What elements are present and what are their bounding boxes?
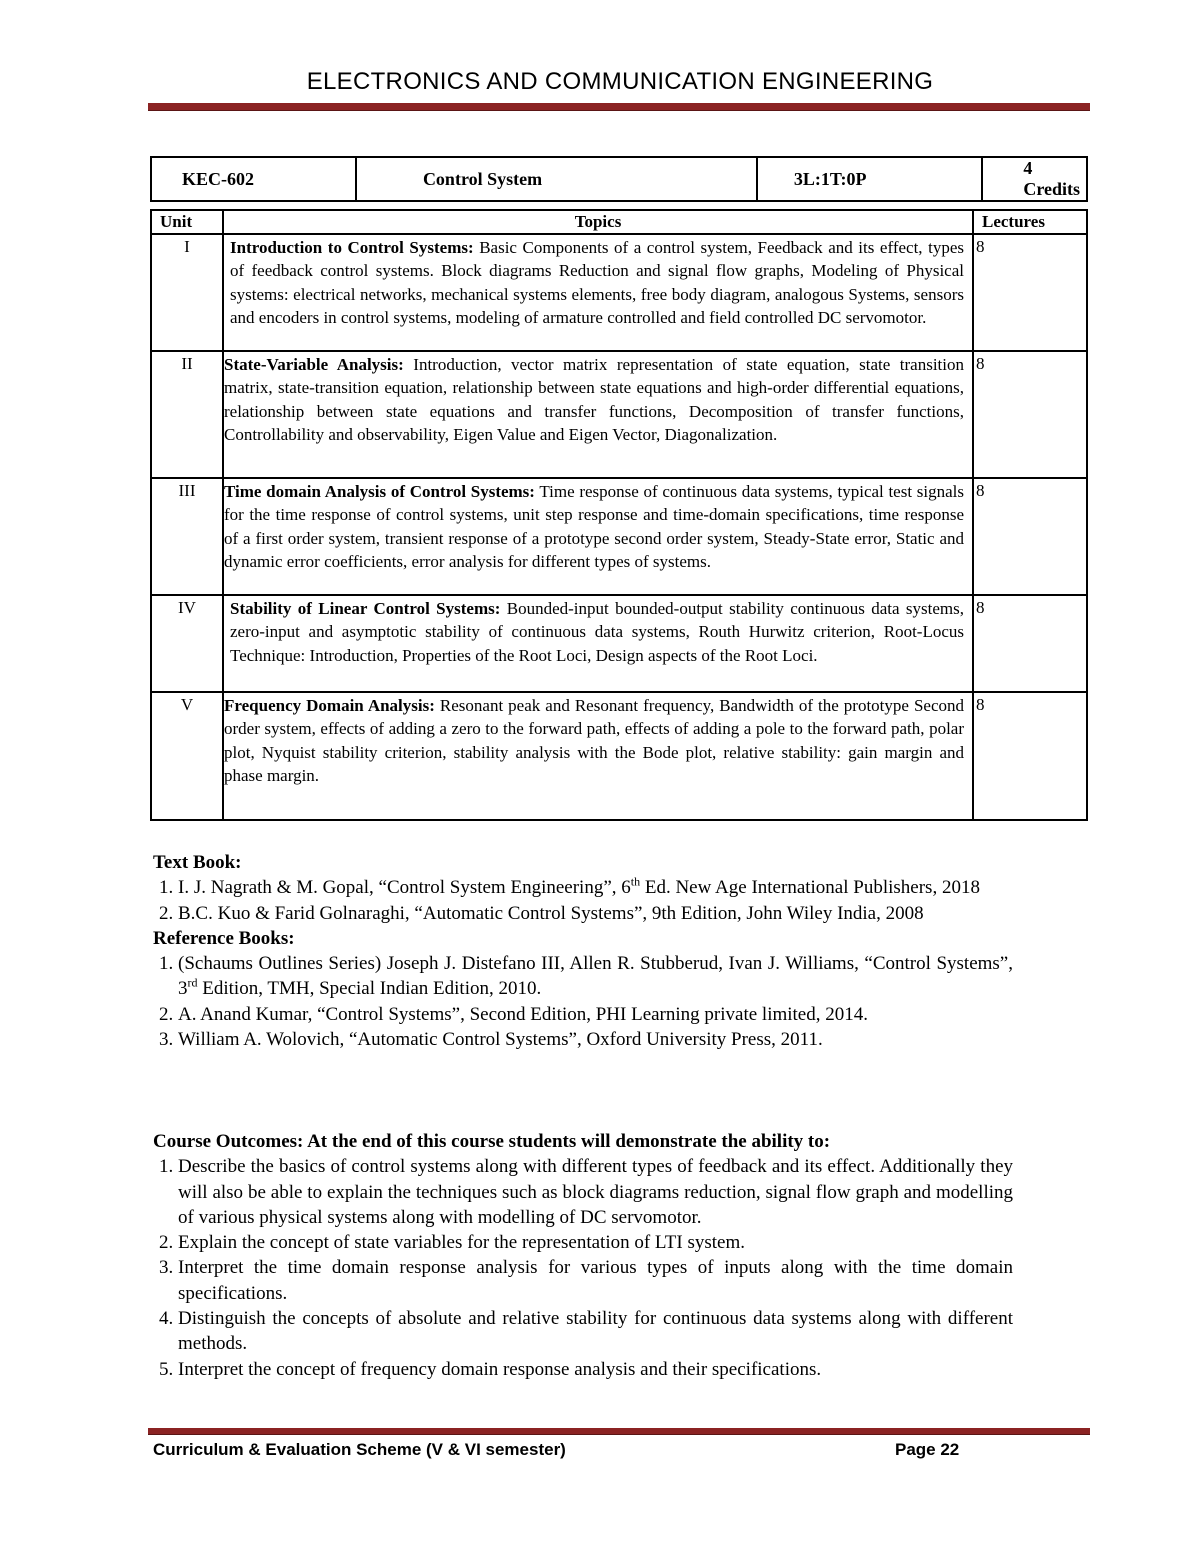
unit-lectures: 8	[973, 692, 1087, 820]
list-item: 2. Explain the concept of state variables for the representation of LTI system.	[178, 1230, 1013, 1255]
table-row	[151, 351, 1087, 478]
course-code: KEC-602	[151, 157, 356, 201]
footer-page-number: Page 22	[895, 1440, 960, 1459]
unit-title: Introduction to Control Systems:	[230, 238, 474, 257]
unit-lectures: 8	[973, 595, 1087, 692]
course-ltp: 3L:1T:0P	[757, 157, 982, 201]
unit-description: Basic Components of a control system, Feedback and its effect, types of feedback control systems. Block diagrams Reduction and signal flow graphs, Modeling of Physical systems: electrical networks, mechanical systems elements, free body diagram, analogous Systems, sensors and encoders in control systems, modeling of armature controlled and field controlled DC servomotor.	[230, 238, 964, 327]
header-unit: Unit	[151, 210, 223, 234]
unit-topics	[223, 234, 973, 351]
header-topics: Topics	[223, 210, 973, 234]
unit-lectures: 8	[973, 234, 1087, 351]
course-name: Control System	[356, 157, 757, 201]
unit-description: Resonant peak and Resonant frequency, Bandwidth of the prototype Second order system, effects of adding a zero to the forward path, effects of adding a pole to the forward path, polar plot, Nyquist stability criterion, stability analysis with the Bode plot, relative stability: gain margin and phase margin.	[224, 696, 964, 785]
course-outcomes-heading: Course Outcomes: At the end of this course students will demonstrate the ability to:	[153, 1131, 831, 1152]
footer-curriculum: Curriculum & Evaluation Scheme (V & VI semester)	[153, 1440, 566, 1459]
list-item: 5. Interpret the concept of frequency domain response analysis and their specifications.	[178, 1357, 1013, 1382]
unit-number: IV	[151, 595, 223, 692]
course-info-table	[150, 156, 1088, 202]
list-item	[178, 901, 1013, 926]
book-citation-cont: Ed. New Age International Publishers, 2018	[640, 877, 980, 899]
unit-lectures: 8	[973, 478, 1087, 595]
table-row	[151, 595, 1087, 692]
superscript: th	[630, 874, 641, 889]
unit-description: Introduction, vector matrix representation of state equation, state transition matrix, state-transition equation, relationship between state equations and high-order differential equations, relationship between state equations and transfer functions, Decomposition of transfer functions, Controllability and observability, Eigen Value and Eigen Vector, Diagonalization.	[224, 355, 964, 444]
header-lectures: Lectures	[973, 210, 1087, 234]
unit-title: Stability of Linear Control Systems:	[230, 599, 501, 618]
unit-number: III	[151, 478, 223, 595]
unit-number: V	[151, 692, 223, 820]
header-rule	[148, 103, 1090, 111]
course-outcomes-list	[153, 1154, 1013, 1382]
book-citation: B.C. Kuo & Farid Golnaraghi, “Automatic Control Systems”, 9th Edition, John Wiley India, 2008	[178, 902, 924, 924]
unit-lectures: 8	[973, 351, 1087, 478]
book-citation: A. Anand Kumar, “Control Systems”, Second Edition, PHI Learning private limited, 2014.	[178, 1003, 868, 1025]
list-item: 4. Distinguish the concepts of absolute and relative stability for continuous data systems along with different methods.	[178, 1306, 1013, 1357]
unit-title: State-Variable Analysis:	[224, 355, 404, 374]
units-table-header	[151, 210, 1087, 234]
superscript: rd	[187, 976, 198, 991]
unit-title: Frequency Domain Analysis:	[224, 696, 435, 715]
text-book-heading: Text Book:	[153, 852, 242, 873]
unit-topics	[223, 351, 973, 478]
list-item	[178, 1002, 1013, 1027]
list-item: 1. Describe the basics of control systems along with different types of feedback and its effect. Additionally they will also be able to explain the techniques such as block diagrams reduction, signal flow graph and modelling of various physical systems along with modelling of DC servomotor.	[178, 1154, 1013, 1230]
text-book-list	[153, 875, 1013, 926]
reference-books-list	[153, 951, 1013, 1052]
unit-topics	[223, 595, 973, 692]
course-info-row	[151, 157, 1087, 201]
list-item: 3. Interpret the time domain response analysis for various types of inputs along with the time domain specifications.	[178, 1255, 1013, 1306]
book-citation: (Schaums Outlines Series) Joseph J. Distefano III, Allen R. Stubberud, Ivan J. Williams, “Control Systems”, 3	[178, 953, 1013, 1000]
units-table	[150, 209, 1088, 821]
page-header-title: ELECTRONICS AND COMMUNICATION ENGINEERING	[306, 68, 934, 95]
table-row	[151, 692, 1087, 820]
list-item	[178, 1027, 1013, 1052]
book-citation: I. J. Nagrath & M. Gopal, “Control System Engineering”, 6	[178, 877, 631, 899]
footer-rule	[148, 1428, 1090, 1435]
book-citation-cont: Edition, TMH, Special Indian Edition, 2010.	[197, 978, 542, 1000]
unit-description: Time response of continuous data systems, typical test signals for the time response of control systems, unit step response and time-domain specifications, time response of a first order system, transient response of a prototype second order system, Steady-State error, Static and dynamic error coefficients, error analysis for different types of systems.	[224, 482, 964, 571]
unit-topics	[223, 692, 973, 820]
unit-description: Bounded-input bounded-output stability continuous data systems, zero-input and asymptotic stability of continuous data systems, Routh Hurwitz criterion, Root-Locus Technique: Introduction, Properties of the Root Loci, Design aspects of the Root Loci.	[230, 599, 964, 665]
unit-number: I	[151, 234, 223, 351]
table-row	[151, 234, 1087, 351]
course-credits: 4 Credits	[982, 157, 1087, 201]
list-item	[178, 951, 1013, 1002]
unit-number: II	[151, 351, 223, 478]
book-citation: William A. Wolovich, “Automatic Control Systems”, Oxford University Press, 2011.	[178, 1029, 823, 1051]
course-outcomes-section	[153, 1129, 1013, 1382]
list-item	[178, 875, 1013, 900]
books-section	[153, 850, 1013, 1052]
unit-topics	[223, 478, 973, 595]
reference-books-heading: Reference Books:	[153, 927, 295, 949]
unit-title: Time domain Analysis of Control Systems:	[224, 482, 535, 501]
table-row	[151, 478, 1087, 595]
